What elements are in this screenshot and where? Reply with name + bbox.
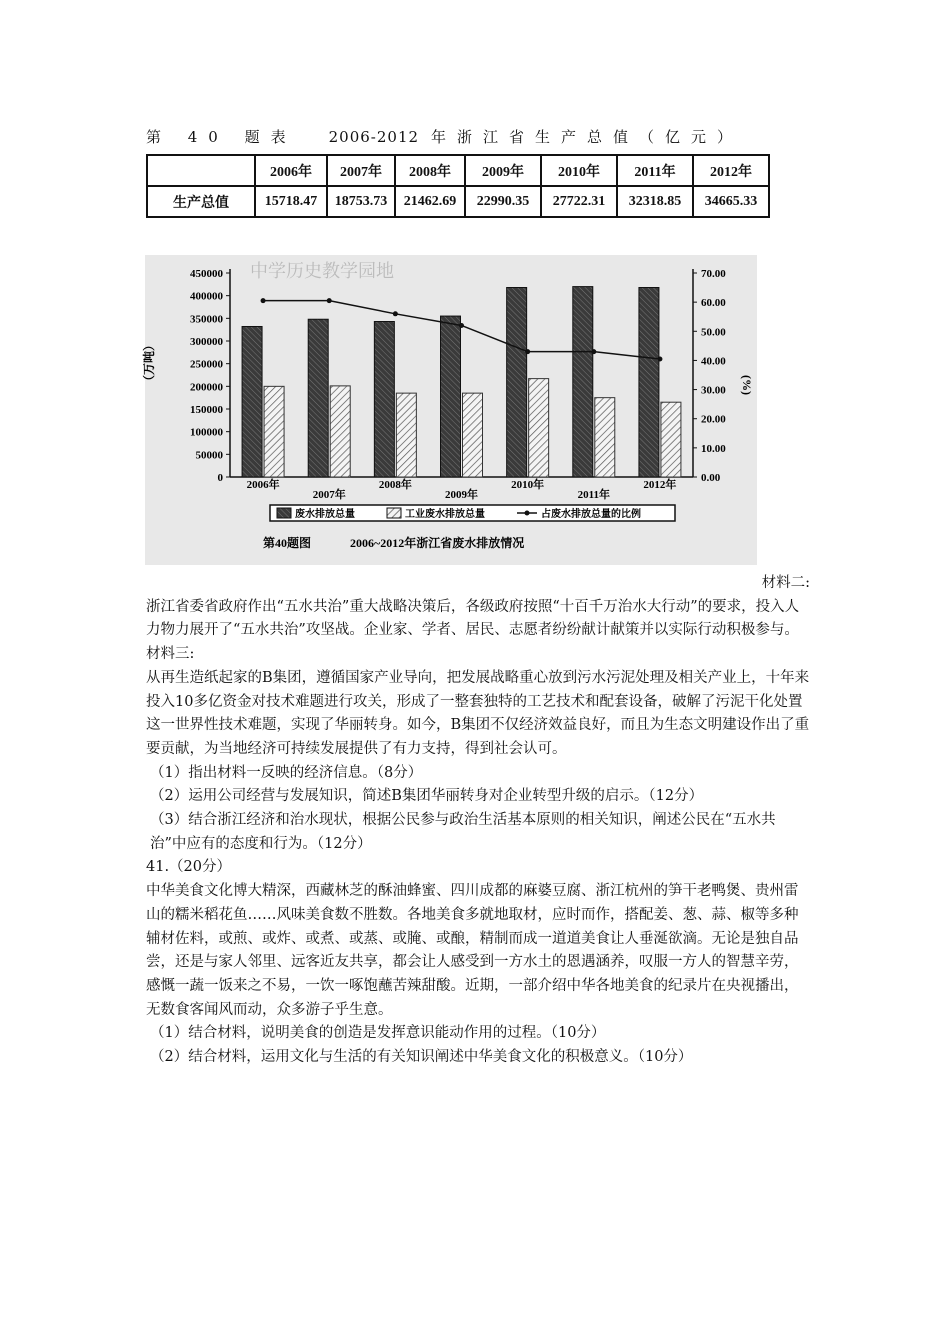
figure-label: 第40题图 xyxy=(263,536,312,550)
ratio-point xyxy=(459,323,464,328)
legend-label-total: 废水排放总量 xyxy=(295,509,355,520)
chart-svg xyxy=(142,255,757,565)
q41-2: （2）结合材料，运用文化与生活的有关知识阐述中华美食文化的积极意义。（10分） xyxy=(150,1049,693,1066)
q41-head: 41.（20分） xyxy=(146,859,232,876)
legend-ratio-marker xyxy=(525,511,530,516)
bar-total xyxy=(639,288,659,477)
material3-label: 材料三: xyxy=(146,646,195,663)
x-tick-label: 2007年 xyxy=(312,489,346,501)
table-caption-left: 第 40 题表 xyxy=(146,128,297,146)
table-cell: 21462.69 xyxy=(395,186,465,217)
table-cell: 15718.47 xyxy=(255,186,327,217)
material3-text: 从再生造纸起家的B集团，遵循国家产业导向，把发展战略重心放到污水污泥处理及相关产业上，十年来投入10多亿资金对技术难题进行攻关，形成了一整套独特的工艺技术和配套设备，破解了污泥干化处置这一世界性技术难题，实现了华丽转身。如今，B集团不仅经济效益良好，而且为生态文明建设作出了重要贡献，为当地经济可持续发展提供了有力支持，得到社会认可。 xyxy=(146,669,810,757)
bar-industrial xyxy=(264,386,284,477)
table-cell: 32318.85 xyxy=(617,186,693,217)
y-left-tick-label: 300000 xyxy=(190,336,223,348)
y-right-tick-label: 0.00 xyxy=(701,472,721,484)
ratio-point xyxy=(591,349,596,354)
wastewater-chart xyxy=(142,255,757,565)
ratio-point xyxy=(525,349,530,354)
table-row xyxy=(147,186,769,217)
y-left-tick-label: 450000 xyxy=(190,268,223,280)
x-tick-label: 2008年 xyxy=(378,479,412,491)
y-right-tick-label: 50.00 xyxy=(701,326,726,339)
material2-text: 浙江省委省政府作出“五水共治”重大战略决策后，各级政府按照“十百千万治水大行动”的要求，投入人力物力展开了“五水共治”攻坚战。企业家、学者、居民、志愿者纷纷献计献策并以实际行动积极参与。 xyxy=(146,598,800,639)
x-tick-label: 2011年 xyxy=(577,489,610,501)
bar-total xyxy=(573,287,593,477)
watermark-text: 中学历史教学园地 xyxy=(250,261,394,282)
ratio-point xyxy=(261,298,266,303)
y-right-tick-label: 40.00 xyxy=(701,355,726,368)
y-right-label: (%) xyxy=(740,375,754,395)
q41-text: 中华美食文化博大精深，西藏林芝的酥油蜂蜜、四川成都的麻婆豆腐、浙江杭州的笋干老鸭煲、贵州雷山的糯米稻花鱼……风味美食数不胜数。各地美食多就地取材，应时而作，搭配姜、葱、蒜、椒等多种辅材佐料，或煎、或炸、或煮、或蒸、或腌、或酿，精制而成一道道美食让人垂涎欲滴。无论是独自品尝，还是与家人邻里、远客近友共享，都会让人感受到一方水土的恩遇涵养，叹服一方人的智慧辛劳，感慨一蔬一饭来之不易，一饮一啄饱蘸苦辣甜酸。近期，一部介绍中华各地美食的纪录片在央视播出，无数食客闻风而动，众多游子乎生意。 xyxy=(146,883,799,1018)
table-cell: 22990.35 xyxy=(465,186,541,217)
table-header-cell: 2008年 xyxy=(395,155,465,186)
table-cell: 27722.31 xyxy=(541,186,617,217)
q41-1: （1）结合材料，说明美食的创造是发挥意识能动作用的过程。（10分） xyxy=(150,1025,606,1042)
table-header-cell: 2011年 xyxy=(617,155,693,186)
table-corner-cell xyxy=(147,155,255,186)
y-right-tick-label: 60.00 xyxy=(701,297,726,310)
legend-label-ratio: 占废水排放总量的比例 xyxy=(541,509,641,520)
chart-legend xyxy=(270,505,675,521)
legend-label-industrial: 工业废水排放总量 xyxy=(405,509,485,520)
ratio-point xyxy=(657,356,662,361)
y-left-tick-label: 100000 xyxy=(190,426,223,439)
q40-2: （2）运用公司经营与发展知识，简述B集团华丽转身对企业转型升级的启示。（12分） xyxy=(150,788,704,805)
ratio-point xyxy=(393,311,398,316)
table-header-cell: 2010年 xyxy=(541,155,617,186)
bar-industrial xyxy=(330,386,350,477)
y-left-tick-label: 50000 xyxy=(195,449,223,462)
table-cell: 34665.33 xyxy=(693,186,769,217)
table-caption xyxy=(146,126,796,147)
x-tick-label: 2010年 xyxy=(511,479,545,491)
legend-swatch-total xyxy=(277,508,291,518)
y-left-tick-label: 200000 xyxy=(190,381,223,394)
bar-industrial xyxy=(661,402,681,477)
y-left-tick-label: 350000 xyxy=(190,313,223,326)
x-tick-label: 2009年 xyxy=(445,489,478,501)
body-text xyxy=(146,572,810,1070)
bar-industrial xyxy=(529,379,549,477)
y-left-tick-label: 250000 xyxy=(190,358,223,371)
table-row-label: 生产总值 xyxy=(147,186,255,217)
bar-total xyxy=(242,326,262,477)
y-left-tick-label: 400000 xyxy=(190,290,223,303)
table-header-row xyxy=(147,155,769,186)
ratio-point xyxy=(327,298,332,303)
bar-industrial xyxy=(595,398,615,477)
table-header-cell: 2009年 xyxy=(465,155,541,186)
bar-industrial xyxy=(396,393,416,477)
y-left-label: （万吨） xyxy=(142,338,156,387)
material2-label: 材料二: xyxy=(761,575,810,591)
gdp-table xyxy=(146,154,770,218)
bar-total xyxy=(308,319,328,477)
table-header-cell: 2006年 xyxy=(255,155,327,186)
q40-3: （3）结合浙江经济和治水现状，根据公民参与政治生活基本原则的相关知识，阐述公民在“五水共治”中应有的态度和行为。（12分） xyxy=(150,812,776,852)
bar-industrial xyxy=(463,393,483,477)
table-cell: 18753.73 xyxy=(327,186,395,217)
y-right-tick-label: 70.00 xyxy=(701,268,726,280)
q40-1: （1）指出材料一反映的经济信息。（8分） xyxy=(150,764,423,781)
table-caption-year: 2006-2012 xyxy=(328,128,420,146)
table-header-cell: 2007年 xyxy=(327,155,395,186)
chart-title: 2006~2012年浙江省废水排放情况 xyxy=(350,536,525,550)
x-tick-label: 2012年 xyxy=(643,479,677,491)
y-right-tick-label: 10.00 xyxy=(701,442,726,455)
bar-total xyxy=(374,322,394,477)
y-right-tick-label: 30.00 xyxy=(701,384,726,397)
table-header-cell: 2012年 xyxy=(693,155,769,186)
table-caption-right: 年浙江省生产总值（亿元） xyxy=(431,128,744,146)
legend-swatch-industrial xyxy=(387,508,401,518)
bar-total xyxy=(507,288,527,477)
bar-total xyxy=(441,316,461,477)
y-left-tick-label: 0 xyxy=(217,472,223,484)
y-left-tick-label: 150000 xyxy=(190,404,223,416)
x-tick-label: 2006年 xyxy=(246,479,280,491)
y-right-tick-label: 20.00 xyxy=(701,413,726,426)
